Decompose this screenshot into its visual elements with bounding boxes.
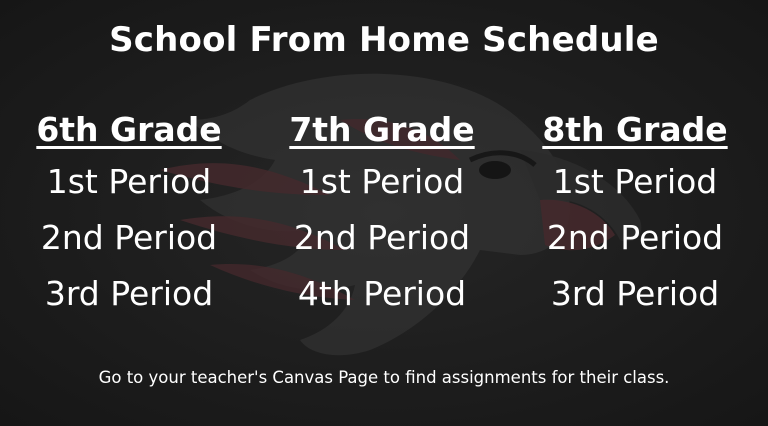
period-item: 3rd Period bbox=[550, 274, 720, 313]
grade-column-8 bbox=[510, 106, 760, 322]
period-item: 2nd Period bbox=[293, 218, 471, 257]
period-item: 4th Period bbox=[297, 274, 467, 313]
grade-heading: 8th Grade bbox=[542, 110, 728, 149]
period-item: 3rd Period bbox=[44, 274, 214, 313]
period-item: 1st Period bbox=[552, 162, 718, 201]
page-title: School From Home Schedule bbox=[109, 20, 659, 60]
period-item: 1st Period bbox=[299, 162, 465, 201]
period-item: 2nd Period bbox=[546, 218, 724, 257]
grade-column-7 bbox=[257, 106, 507, 322]
grade-column-6 bbox=[4, 106, 254, 322]
grade-heading: 6th Grade bbox=[36, 110, 222, 149]
period-item: 2nd Period bbox=[40, 218, 218, 257]
period-item: 1st Period bbox=[46, 162, 212, 201]
grade-heading: 7th Grade bbox=[289, 110, 475, 149]
footer-note: Go to your teacher's Canvas Page to find assignments for their class. bbox=[98, 368, 670, 387]
